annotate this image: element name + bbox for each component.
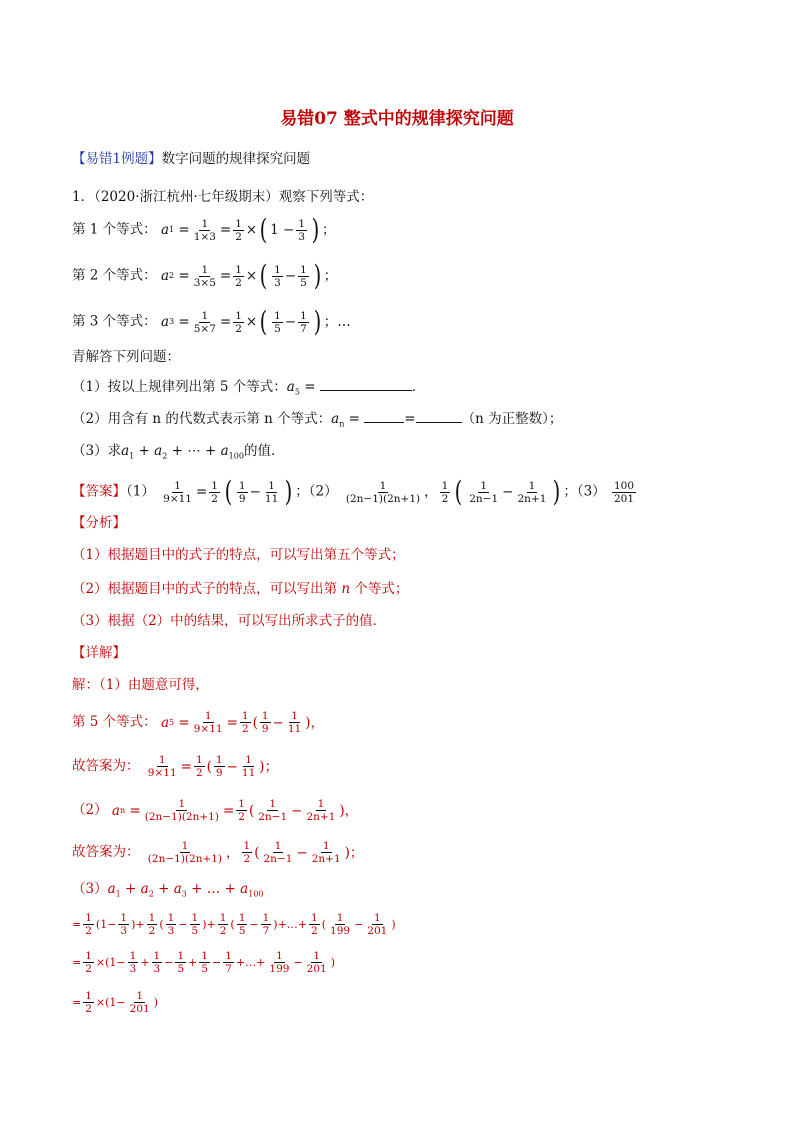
section-title: 数字问题的规律探究问题 [161,151,311,167]
analysis-heading: 【分析】 [72,515,126,531]
solution-eq5: 第 5 个等式： a 5 = $\frac{1}{9\times 11}$ = $\frac{1}{2}$ ( $\frac{1}{9}$ − $\frac{1}{11}$ )， [72,710,325,735]
answer-line: 【答案】（1） $\frac{1}{9\times 11}$ = $\frac{1}{2}$ ( $\frac{1}{9}$ − $\frac{1}{11}$ ) ；（2） $\frac{1}{(2n-1)(2n+1)}$ ， $\frac{1}{2}$ ( $\frac{1}{2n-1}$ − $\frac{1}{2n+1}$ ) ；（3） $\frac{100}{201}$ [72,475,635,508]
detail-heading: 【详解】 [72,645,126,661]
equation-3: 第 3 个等式： a 3 = $\frac{1}{5\times 7}$ = $\frac{1}{2}$ × ( $\frac{1}{5}$ − $\frac{1}{7}$ ) ；… [72,305,351,338]
analysis-1: （1）根据题目中的式子的特点，可以写出第五个等式； [72,547,405,563]
solution-part-3: $(3)a_1 + a_2 + a_3$ + … + $a_{100}$ [72,881,264,899]
analysis-2: （2）根据题目中的式子的特点，可以写出第 n 个等式； [72,581,409,597]
equation-2: 第 2 个等式： a 2 = $\frac{1}{3\times 5}$ = $\frac{1}{2}$ × ( $\frac{1}{3}$ − $\frac{1}{5}$ ) ； [72,259,338,292]
solution-part-2: （2） a n = $\frac{1}{(2n-1)(2n+1)}$ = $\frac{1}{2}$ ( $\frac{1}{2n-1}$ − $\frac{1}{2n+1}$ )， [72,798,359,823]
solution-start: 解：（1）由题意可得， [72,677,209,693]
solution-step-2: = $\frac{1}{2}$ ×(1− $\frac{1}{3}$ + $\frac{1}{3}$ − $\frac{1}{5}$ + $\frac{1}{5}$ − $\frac{1}{7}$ +…+ $\frac{1}{199}$ − $\frac{1}{201}$ ) [72,950,335,975]
answer-blank-2b[interactable] [416,410,462,423]
question-part-2: （2）用含有 n 的代数式表示第 n 个等式：$a_n$ = = （n 为正整数）； [72,411,563,429]
analysis-3: （3）根据（2）中的结果，可以写出所求式子的值． [72,613,387,629]
equation-1: 第 1 个等式： a 1 = $\frac{1}{1\times 3}$ = $\frac{1}{2}$ × ( 1 − $\frac{1}{3}$ ) ； [72,213,336,246]
section-heading [72,150,310,168]
answer-bracket: 【答案】 [72,483,126,500]
section-bracket: 【易错1例题】 [72,151,162,167]
solution-step-3: = $\frac{1}{2}$ ×(1− $\frac{1}{201}$ ) [72,990,158,1015]
question-part-3: （3）求$a_1 + a_2$ + ⋯ + $a_{100}$的值． [72,443,285,461]
answer-blank-1[interactable] [320,378,412,391]
question-prompt: 青解答下列问题： [72,349,180,365]
answer-blank-2a[interactable] [364,410,404,423]
solution-answer-1: 故答案为： $\frac{1}{9\times 11}$ = $\frac{1}{2}$ ( $\frac{1}{9}$ − $\frac{1}{11}$ )； [72,754,279,779]
solution-step-1: = $\frac{1}{2}$ (1− $\frac{1}{3}$ )+ $\frac{1}{2}$ ( $\frac{1}{3}$ − $\frac{1}{5}$ )+ $\frac{1}{2}$ ( $\frac{1}{5}$ − $\frac{1}{7}$ )+…+ $\frac{1}{2}$ ( $\frac{1}{199}$ − $\frac{1}{201}$ ) [72,912,396,937]
question-intro: 1．（2020·浙江杭州·七年级期末）观察下列等式： [72,189,374,205]
solution-answer-2: 故答案为： $\frac{1}{(2n-1)(2n+1)}$ ， $\frac{1}{2}$ ( $\frac{1}{2n-1}$ − $\frac{1}{2n+1}$ )； [72,840,364,865]
question-part-1: （1）按以上规律列出第 5 个等式：$a_5$ = ． [72,379,426,397]
page-title: 易错07 整式中的规律探究问题 [280,109,514,129]
